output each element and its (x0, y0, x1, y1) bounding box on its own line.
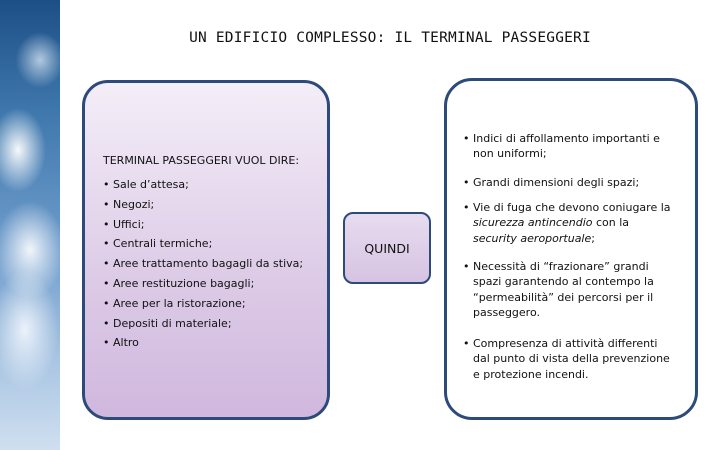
left-item-text: Uffici; (113, 217, 145, 231)
bullet: • (103, 178, 110, 191)
right-item-text: con la (592, 216, 630, 230)
left-item-text: Aree trattamento bagagli da stiva; (113, 257, 304, 271)
right-item-text: non uniformi; (473, 147, 547, 161)
bullet: • (463, 337, 470, 350)
right-item-text: e protezione incendi. (473, 367, 589, 381)
quindi-box (343, 212, 431, 284)
bullet: • (463, 201, 470, 214)
left-list-item (103, 294, 303, 314)
bullet: • (103, 217, 110, 231)
right-item-text: dal punto di vista della prevenzione (473, 352, 670, 366)
sky-background-strip (0, 0, 60, 450)
left-item-text: Negozi; (113, 197, 155, 211)
bullet: • (463, 260, 470, 273)
right-item-emphasis: sicurezza antincendio (473, 216, 593, 230)
left-list-item (103, 195, 303, 215)
left-list-item (103, 314, 303, 334)
right-item-text: Compresenza di attività differenti (473, 337, 658, 350)
bullet: • (103, 197, 110, 211)
left-item-text: Aree per la ristorazione; (113, 296, 246, 310)
bullet: • (103, 257, 110, 271)
right-item-text: passeggero. (473, 306, 540, 320)
slide-title: UN EDIFICIO COMPLESSO: IL TERMINAL PASSEGGERI (189, 30, 591, 46)
bullet: • (463, 176, 470, 189)
right-item-text: Vie di fuga che devono coniugare la (473, 201, 671, 214)
bullet: • (463, 132, 470, 145)
bullet: • (103, 336, 110, 350)
right-list-item (463, 336, 685, 382)
left-list-item (103, 234, 303, 254)
left-list-item (103, 215, 303, 235)
right-list-item (463, 131, 685, 162)
bullet: • (103, 276, 110, 290)
left-item-text: Centrali termiche; (113, 237, 213, 251)
right-item-text: Necessità di “frazionare” grandi (473, 260, 649, 273)
bullet: • (103, 296, 110, 310)
left-item-text: Depositi di materiale; (113, 316, 232, 330)
right-item-emphasis: security aeroportuale (473, 231, 592, 245)
left-list-item (103, 333, 303, 353)
right-list-item (463, 200, 685, 246)
right-item-text: spazi garantendo al contempo la (473, 275, 654, 289)
right-item-text: Grandi dimensioni degli spazi; (473, 176, 640, 189)
bullet: • (103, 237, 110, 251)
right-list-item (463, 175, 685, 190)
right-item-text: ; (591, 231, 595, 245)
right-item-text: “permeabilità” dei percorsi per il (473, 290, 654, 304)
left-item-text: Sale d’attesa; (113, 178, 189, 191)
quindi-label: QUINDI (364, 240, 410, 256)
left-heading: TERMINAL PASSEGGERI VUOL DIRE: (103, 154, 300, 167)
left-list-item (103, 254, 303, 274)
left-list-item (103, 175, 303, 195)
left-item-text: Aree restituzione bagagli; (113, 276, 255, 290)
bullet: • (103, 316, 110, 330)
left-list-item (103, 274, 303, 294)
left-list (103, 175, 303, 353)
left-item-text: Altro (113, 336, 139, 350)
right-item-text: Indici di affollamento importanti e (473, 132, 660, 145)
right-list-item (463, 259, 685, 321)
